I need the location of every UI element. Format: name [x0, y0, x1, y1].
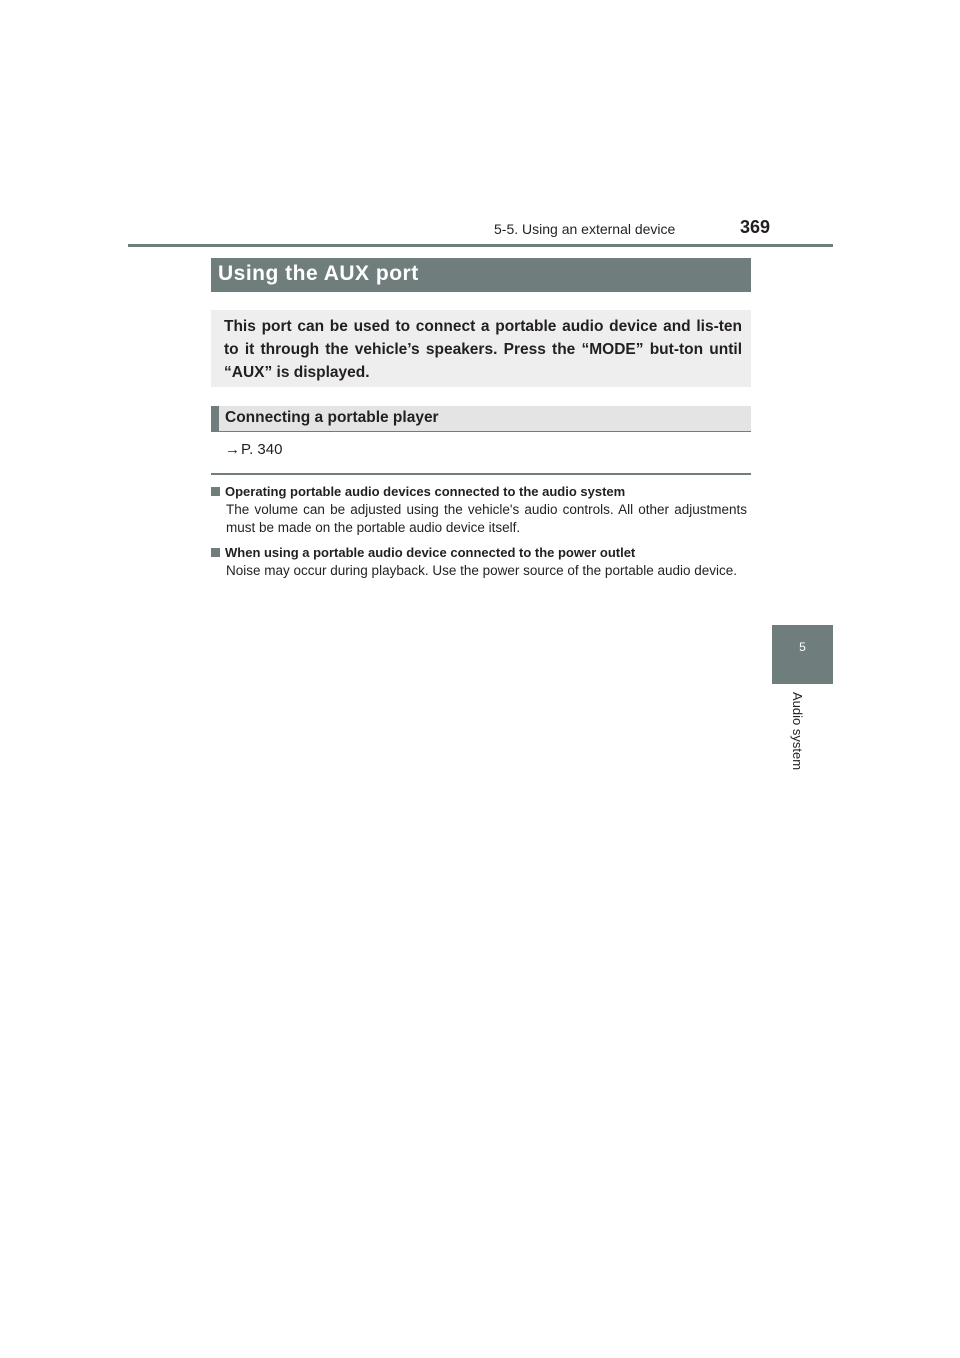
note-body: Noise may occur during playback. Use the power source of the portable audio device. [226, 563, 738, 578]
chapter-label: Audio system [790, 692, 805, 771]
notes-divider [211, 473, 751, 475]
page-reference-text: P. 340 [241, 441, 283, 458]
note-item [211, 483, 747, 537]
note-title [211, 483, 747, 501]
page-reference-link[interactable] [225, 441, 282, 458]
subheading-accent-bar [211, 406, 219, 432]
header-divider [128, 244, 833, 247]
note-title-text: When using a portable audio device connected to the power outlet [225, 545, 636, 560]
note-body: The volume can be adjusted using the vehicle's audio controls. All other adjustments must be made on the portable audio device itself. [226, 502, 747, 535]
header-section-title: 5-5. Using an external device [494, 221, 676, 237]
chapter-number: 5 [799, 640, 806, 654]
subheading [211, 406, 751, 432]
square-bullet-icon [211, 548, 220, 557]
subheading-text: Connecting a portable player [225, 409, 439, 426]
intro-text: This port can be used to connect a portable audio device and lis-ten to it through the vehicle’s speakers. Press the “MODE” but-ton until “AUX” is displayed. [211, 310, 751, 387]
chapter-tab [772, 625, 833, 684]
chapter-label-wrapper [789, 692, 807, 792]
square-bullet-icon [211, 487, 220, 496]
note-title-text: Operating portable audio devices connected to the audio system [225, 484, 626, 499]
page-title: Using the AUX port [211, 258, 751, 292]
page-number: 369 [740, 217, 771, 237]
note-item [211, 544, 747, 580]
note-title [211, 544, 747, 562]
arrow-right-icon: → [225, 441, 240, 458]
